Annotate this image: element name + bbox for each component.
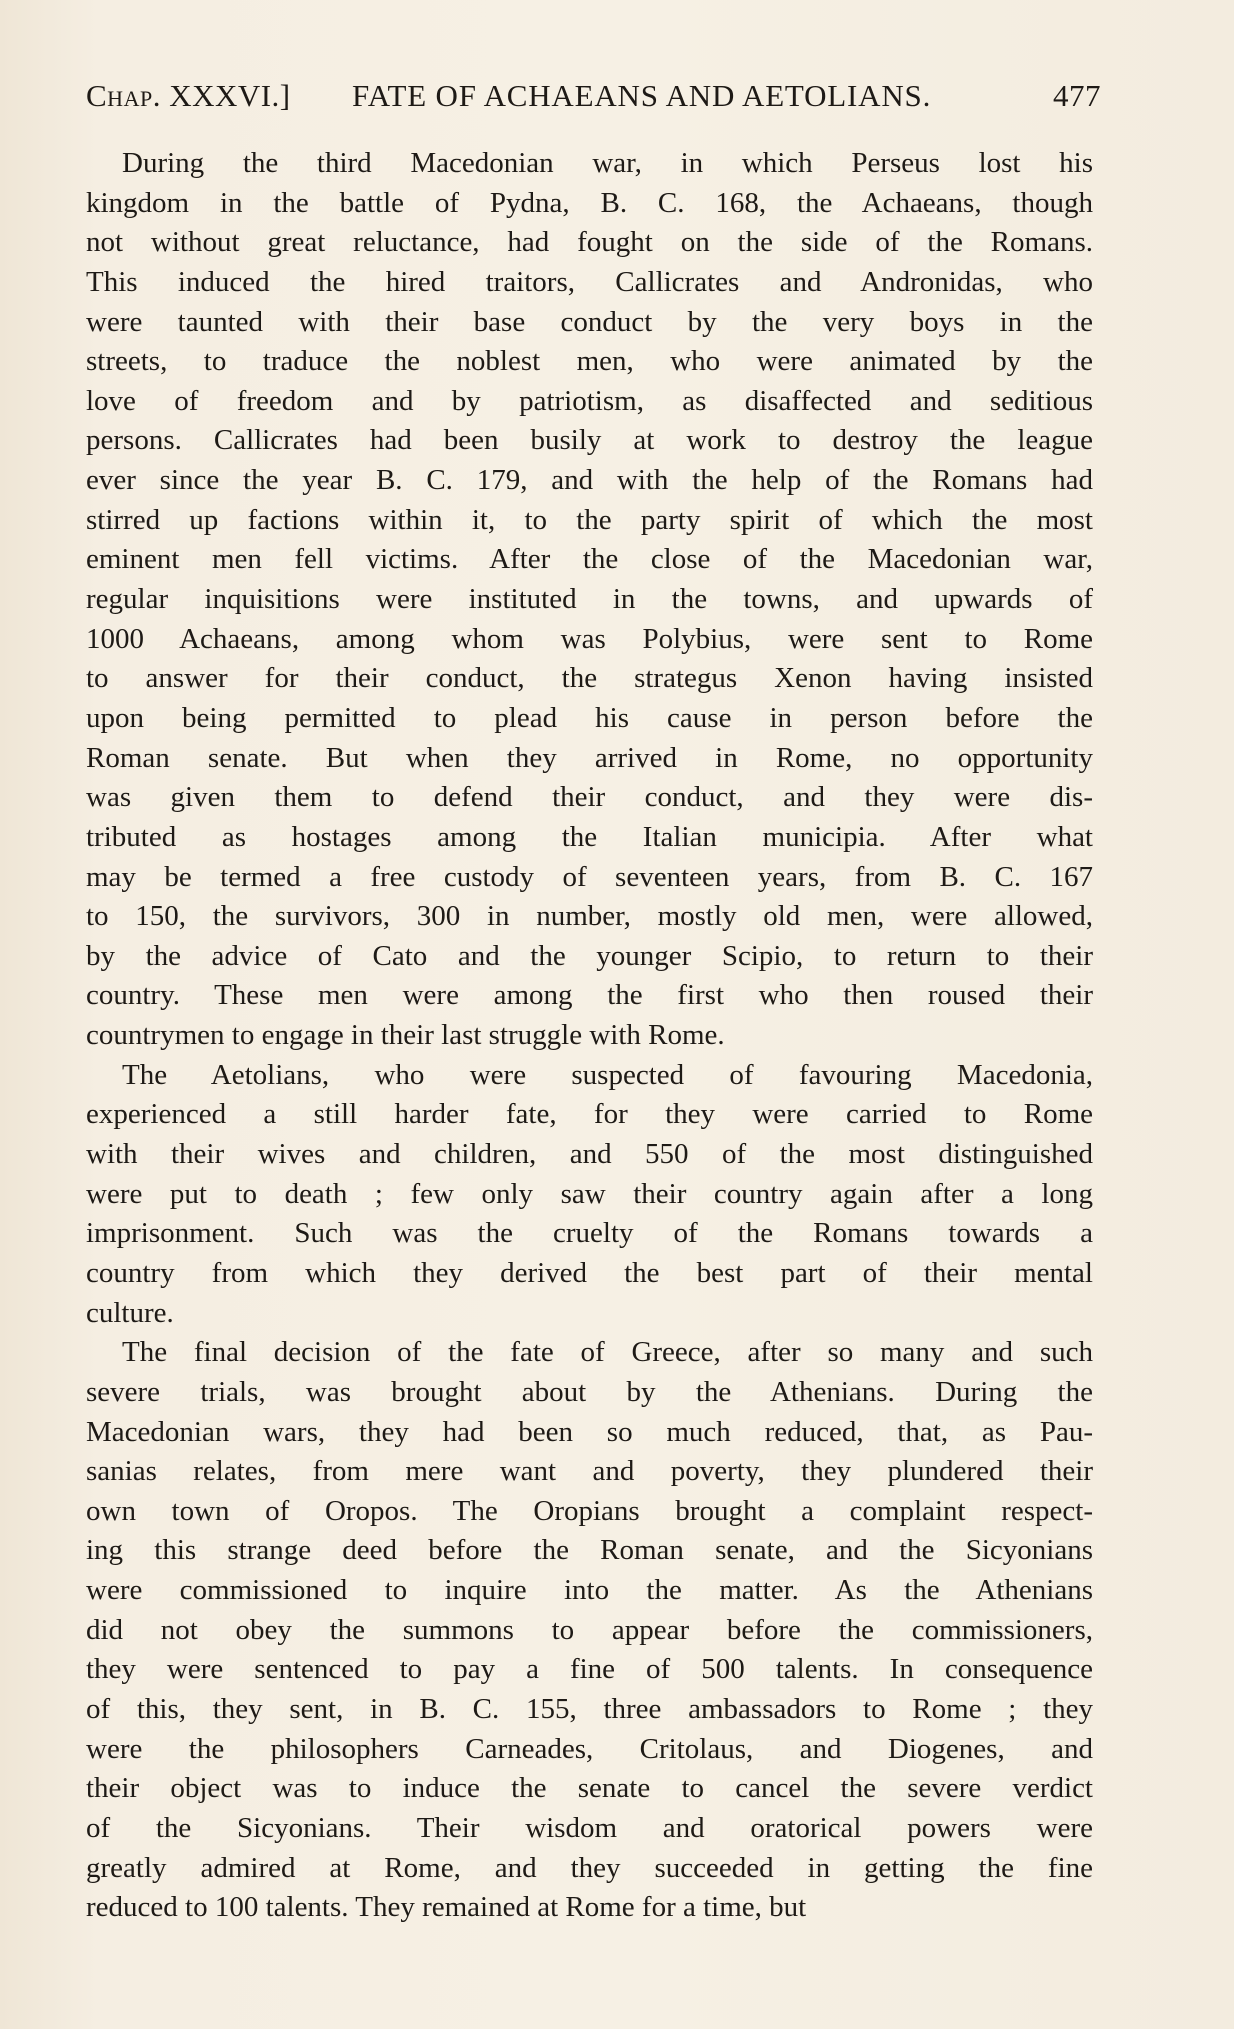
text-line: country. These men were among the first who then roused their <box>86 979 1093 1012</box>
page-title: FATE OF ACHAEANS AND AETOLIANS. <box>352 78 932 113</box>
text-line: country from which they derived the best part of their mental <box>86 1256 1093 1289</box>
text-line: This induced the hired traitors, Callicrates and Andronidas, who <box>86 265 1093 298</box>
text-line: of the Sicyonians. Their wisdom and oratorical powers were <box>86 1811 1093 1844</box>
text-line: eminent men fell victims. After the close of the Macedonian war, <box>86 543 1093 576</box>
text-line: may be termed a free custody of seventeen years, from B. C. 167 <box>86 860 1093 893</box>
text-line: persons. Callicrates had been busily at work to destroy the league <box>86 424 1093 457</box>
text-line: stirred up factions within it, to the party spirit of which the most <box>86 503 1093 536</box>
chapter-label: Chap. XXXVI.] <box>86 78 291 113</box>
text-line: love of freedom and by patriotism, as disaffected and seditious <box>86 384 1093 417</box>
text-line: not without great reluctance, had fought on the side of the Romans. <box>86 226 1093 259</box>
text-line: was given them to defend their conduct, and they were dis- <box>86 781 1093 814</box>
text-line: regular inquisitions were instituted in the towns, and upwards of <box>86 583 1093 616</box>
text-line: The Aetolians, who were suspected of favouring Macedonia, <box>122 1058 1093 1091</box>
text-line: severe trials, was brought about by the Athenians. During the <box>86 1375 1093 1408</box>
text-line: greatly admired at Rome, and they succeeded in getting the fine <box>86 1851 1093 1884</box>
paragraph <box>86 144 1093 1056</box>
text-line: with their wives and children, and 550 of the most distinguished <box>86 1138 1093 1171</box>
paragraph <box>86 1056 1093 1333</box>
text-line: they were sentenced to pay a fine of 500 talents. In consequence <box>86 1653 1093 1686</box>
text-line: culture. <box>86 1296 174 1329</box>
text-line: were put to death ; few only saw their country again after a long <box>86 1177 1093 1210</box>
text-line: to 150, the survivors, 300 in number, mostly old men, were allowed, <box>86 900 1093 933</box>
text-line: were commissioned to inquire into the matter. As the Athenians <box>86 1574 1093 1607</box>
body-text <box>86 144 1093 1928</box>
text-line: were the philosophers Carneades, Critolaus, and Diogenes, and <box>86 1732 1093 1765</box>
text-line: own town of Oropos. The Oropians brought a complaint respect- <box>86 1494 1093 1527</box>
text-line: countrymen to engage in their last struggle with Rome. <box>86 1019 725 1052</box>
text-line: Roman senate. But when they arrived in Rome, no opportunity <box>86 741 1093 774</box>
page-number: 477 <box>1053 78 1101 113</box>
text-line: reduced to 100 talents. They remained at Rome for a time, but <box>86 1891 807 1924</box>
text-line: were taunted with their base conduct by the very boys in the <box>86 305 1093 338</box>
text-line: imprisonment. Such was the cruelty of the Romans towards a <box>86 1217 1093 1250</box>
text-line: of this, they sent, in B. C. 155, three ambassadors to Rome ; they <box>86 1692 1093 1725</box>
text-line: did not obey the summons to appear before the commissioners, <box>86 1613 1093 1646</box>
text-line: sanias relates, from mere want and poverty, they plundered their <box>86 1455 1093 1488</box>
text-line: ing this strange deed before the Roman senate, and the Sicyonians <box>86 1534 1093 1567</box>
text-line: by the advice of Cato and the younger Scipio, to return to their <box>86 939 1093 972</box>
text-line: The final decision of the fate of Greece, after so many and such <box>122 1336 1093 1369</box>
text-line: to answer for their conduct, the strategus Xenon having insisted <box>86 662 1093 695</box>
text-line: their object was to induce the senate to cancel the severe verdict <box>86 1772 1093 1805</box>
running-header <box>86 78 1101 118</box>
text-line: experienced a still harder fate, for they were carried to Rome <box>86 1098 1093 1131</box>
text-line: ever since the year B. C. 179, and with the help of the Romans had <box>86 464 1093 497</box>
text-line: tributed as hostages among the Italian municipia. After what <box>86 820 1093 853</box>
paragraph <box>86 1333 1093 1928</box>
text-line: During the third Macedonian war, in which Perseus lost his <box>122 147 1093 179</box>
text-line: kingdom in the battle of Pydna, B. C. 168, the Achaeans, though <box>86 186 1093 219</box>
text-line: upon being permitted to plead his cause in person before the <box>86 701 1093 734</box>
text-line: Macedonian wars, they had been so much reduced, that, as Pau- <box>86 1415 1093 1448</box>
text-line: streets, to traduce the noblest men, who were animated by the <box>86 345 1093 378</box>
text-line: 1000 Achaeans, among whom was Polybius, were sent to Rome <box>86 622 1093 655</box>
